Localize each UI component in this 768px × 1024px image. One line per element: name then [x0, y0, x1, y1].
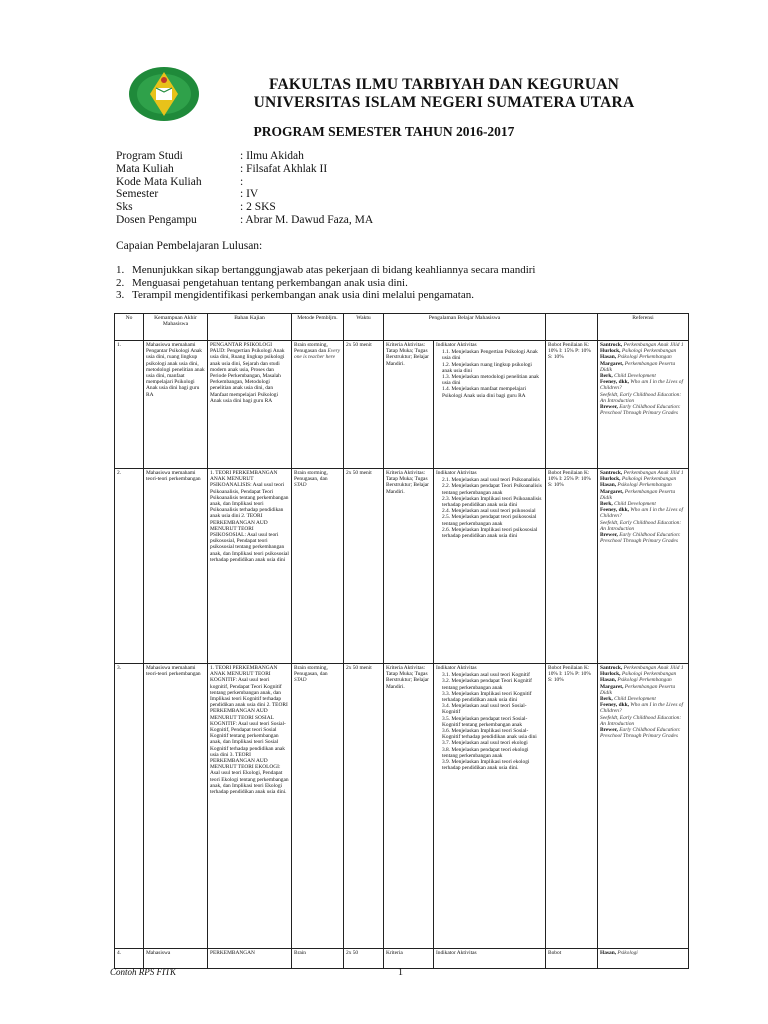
metode-italic: STAD — [294, 482, 307, 489]
referensi-title: Perkembangan Peserta Didik — [600, 488, 676, 501]
referensi-title: Psikologi Perkembangan — [621, 476, 677, 483]
metode-text: Brain storming, Penugasan, dan — [294, 665, 328, 678]
info-row — [116, 176, 373, 189]
indikator-item: 3.4. Menjelaskan asal usul teori Sosial-Kognitif — [442, 703, 527, 716]
indikator-item: 3.1. Menjelaskan asal usul teori Kognitif — [442, 672, 530, 679]
info-value: : IV — [240, 188, 259, 201]
cell-indikator — [434, 949, 546, 969]
referensi-author: Hurlock, — [600, 476, 621, 483]
referensi-title: Early Childhood Education: Preschool Through Primary Grades — [600, 727, 681, 740]
indikator-item: 2.3. Menjelaskan Implikasi teori Psikoanalisis terhadap pendidikan anak usia dini — [442, 495, 542, 509]
referensi-author: Santrock, — [600, 470, 623, 476]
cell-kriteria: Kriteria — [384, 949, 434, 969]
referensi-author: Hasan, — [600, 950, 617, 956]
list-text: Terampil mengidentifikasi perkembangan anak usia dini melalui pengamatan. — [132, 289, 474, 301]
referensi-author: Margaret, — [600, 683, 624, 690]
referensi-title: Psikologi — [617, 950, 638, 956]
referensi-item — [600, 379, 686, 391]
indikator-item: 3.6. Menjelaskan Implikasi teori Sosial-Kognitif terhadap pendidikan anak usia dini — [442, 728, 537, 741]
info-row — [116, 163, 373, 176]
referensi-author: Santrock, — [600, 342, 623, 348]
cell-bahan: 1. TEORI PERKEMBANGAN ANAK MENURUT TEORI KOGNITIF: Asal usul teori kognitif, Pendapat Teori Kognitif tentang perkembangan anak, dan Implikasi teori Kognitif terhadap pendidikan anak usia dini 2. TEORI PERKEMBANGAN AUD MENURUT TEORI SOSIAL KOGNITIF: Asal usul teori Sosial-Kognitif, Pendapat teori Sosial Kognitif tentang perkembangan anak, dan Implikasi teori Sosial Kognitif terhadap pendidikan anak usia dini 3. TEORI PERKEMBANGAN AUD MENURUT TEORI EKOLOGI: Asal usul teori Ekologi, Pendapat teori Ekologi tentang perkembangan anak, dan Implikasi teori Ekologi terhadap pendidikan anak usia dini. — [208, 664, 292, 949]
list-number: 1. — [116, 264, 125, 276]
document-title: PROGRAM SEMESTER TAHUN 2016-2017 — [253, 124, 515, 139]
cell-indikator — [434, 664, 546, 949]
table-row — [115, 469, 689, 664]
cell-bobot: Bobot — [546, 949, 598, 969]
referensi-author: Hasan, — [600, 482, 617, 489]
referensi-title: Psikologi Perkembangan — [617, 482, 672, 489]
header-kemampuan: Kemampuan Akhir Mahasiswa — [144, 314, 208, 341]
referensi-title: Who am I in the Lives of Children? — [600, 507, 683, 520]
header-metode: Metode Pembljrn. — [292, 314, 344, 341]
university-name: UNIVERSITAS ISLAM NEGERI SUMATERA UTARA — [253, 94, 635, 111]
cell-metode — [292, 664, 344, 949]
rps-table — [114, 313, 689, 969]
cell-bahan: PERKEMBANGAN — [208, 949, 292, 969]
table-row — [115, 949, 689, 969]
referensi-author: Margaret, — [600, 488, 624, 495]
indikator-item: 2.5. Menjelaskan pendapat teori psikososial tentang perkembangan anak — [442, 514, 537, 527]
cell-kemampuan: Mahasiswa memahami teori-teori perkembangan — [144, 469, 208, 664]
table-row — [115, 341, 689, 469]
referensi-title: Perkembangan Peserta Didik — [600, 683, 676, 696]
cell-bahan: PENGANTAR PSIKOLOGI PAUD: Pengertian Psikologi Anak usia dini, Ruang lingkup psikologi anak usia dini, Sejarah dan studi modern anak usia, Proses dan Periode Perkembangan, Masalah Perkembangan, Metodologi penelitian anak usia dini, dan Manfaat mempelajari Psikologi Anak usia dini bagi guru RA — [208, 341, 292, 469]
cell-bobot: Bobot Penilaian K: 10% I: 25% P: 10% S: 10% — [546, 469, 598, 664]
info-label: Mata Kuliah — [116, 162, 174, 175]
metode-italic: Every one is teacher here — [294, 348, 341, 361]
referensi-title: Seefeldt, Early Childhood Education: An Introduction — [600, 391, 682, 404]
capaian-label: Capaian Pembelajaran Lulusan: — [116, 240, 263, 252]
header-bobot — [546, 314, 598, 341]
referensi-title: Who am I in the Lives of Children? — [600, 379, 683, 392]
footer-label: Contoh RPS FITK — [110, 967, 177, 977]
cell-no: 2. — [115, 469, 144, 664]
referensi-author: Hasan, — [600, 677, 617, 684]
table-row — [115, 664, 689, 949]
referensi-item — [600, 520, 686, 532]
referensi-title: Psikologi Perkembangan — [617, 354, 672, 361]
indikator-title: Indikator Aktivitas — [436, 950, 477, 956]
referensi-author: Margaret, — [600, 360, 624, 367]
referensi-author: Feeney, dkk, — [600, 379, 629, 386]
cell-metode — [292, 949, 344, 969]
referensi-item — [600, 715, 686, 727]
referensi-title: Perkembangan Peserta Didik — [600, 360, 676, 373]
referensi-title: Psikologi Perkembangan — [621, 671, 677, 678]
referensi-item — [600, 507, 686, 519]
faculty-name: FAKULTAS ILMU TARBIYAH DAN KEGURUAN — [268, 76, 620, 93]
cell-no: 3. — [115, 664, 144, 949]
metode-text: Brain — [294, 950, 306, 956]
referensi-author: Hurlock, — [600, 671, 621, 678]
indikator-item: 1.3. Menjelaskan metodologi penelitian anak usia dini — [442, 374, 540, 387]
cell-kriteria: Kriteria Aktivitas: Tatap Muka; Tugas Berstruktur; Belajar Mandiri. — [384, 341, 434, 469]
course-info — [116, 150, 373, 227]
list-item — [116, 277, 536, 290]
referensi-title: Child Development — [614, 373, 656, 380]
referensi-item — [600, 404, 686, 416]
metode-text: Brain storming, Penugasan, dan — [294, 470, 328, 483]
referensi-title: Child Development — [614, 696, 656, 703]
header-pengalaman: Pengalaman Belajar Mahasiswa — [384, 314, 546, 341]
referensi-author: Berk, — [600, 501, 613, 508]
indikator-item: 2.2. Menjelaskan pendapat Teori Psikoanalisis tentang perkembangan anak — [442, 483, 542, 496]
indikator-item: 3.7. Menjelaskan asal usul teori ekologi — [442, 740, 528, 747]
indikator-title: Indikator Aktivitas — [436, 470, 477, 476]
info-value: : Ilmu Akidah — [240, 150, 304, 162]
cell-bobot: Bobot Penilaian K: 10% I: 15% P: 10% S: 10% — [546, 341, 598, 469]
indikator-title: Indikator Aktivitas — [436, 665, 477, 671]
referensi-author: Berk, — [600, 373, 613, 380]
cell-kemampuan: Mahasiswa memahami Pengantar Psikologi Anak usia dini, ruang lingkup psikologi anak usia dini, metodologi penelitian anak usia dini, manfaat mempelajari Psikologi Anak usia dini bagi guru RA — [144, 341, 208, 469]
list-text: Menunjukkan sikap bertanggungjawab atas pekerjaan di bidang keahliannya secara mandiri — [132, 264, 536, 276]
referensi-item — [600, 392, 686, 404]
metode-italic: STAD — [294, 677, 307, 684]
referensi-item — [600, 361, 686, 373]
info-row — [116, 201, 373, 214]
indikator-item: 1.4. Menjelaskan manfaat mempelajari Psikologi Anak usia dini bagi guru RA — [442, 386, 526, 399]
cell-referensi — [598, 469, 689, 664]
cell-indikator — [434, 469, 546, 664]
list-number: 3. — [116, 289, 125, 301]
referensi-title: Perkembangan Anak Jilid 1 — [623, 665, 684, 671]
indikator-item: 2.4. Menjelaskan asal usul teori psikososial — [442, 508, 536, 515]
indikator-item: 3.3. Menjelaskan Implikasi teori Kognitif terhadap pendidikan anak usia dini — [442, 690, 532, 704]
referensi-item — [600, 532, 686, 544]
info-row — [116, 150, 373, 163]
cell-no: 1. — [115, 341, 144, 469]
header-waktu: Waktu — [344, 314, 384, 341]
referensi-title: Psikologi Perkembangan — [617, 677, 672, 684]
info-label: Sks — [116, 201, 133, 214]
referensi-title: Seefeldt, Early Childhood Education: An Introduction — [600, 714, 682, 727]
referensi-author: Santrock, — [600, 665, 623, 671]
referensi-title: Seefeldt, Early Childhood Education: An Introduction — [600, 519, 682, 532]
info-row — [116, 214, 373, 227]
info-value: : Filsafat Akhlak II — [240, 162, 328, 175]
cell-referensi — [598, 341, 689, 469]
cell-metode — [292, 341, 344, 469]
cell-bobot: Bobot Penilaian K: 10% I: 15% P: 10% S: 10% — [546, 664, 598, 949]
referensi-item — [600, 702, 686, 714]
referensi-author: Brewer, — [600, 532, 618, 539]
table-header — [115, 314, 689, 341]
cell-kemampuan: Mahasiswa — [144, 949, 208, 969]
indikator-item: 3.5. Menjelaskan pendapat teori Sosial-Kognitif tentang perkembangan anak — [442, 715, 528, 728]
info-value: : — [240, 175, 244, 188]
referensi-author: Brewer, — [600, 404, 618, 411]
cell-kemampuan: Mahasiswa memahami teori-teori perkembangan — [144, 664, 208, 949]
cell-waktu: 2x 50 — [344, 949, 384, 969]
referensi-item — [600, 684, 686, 696]
referensi-item — [600, 489, 686, 501]
indikator-item: 3.9. Menjelaskan Implikasi teori ekologi terhadap pendidikan anak usia dini. — [442, 759, 530, 772]
info-label: Semester — [116, 188, 159, 201]
cell-waktu: 2x 50 menit — [344, 469, 384, 664]
cell-waktu: 2x 50 menit — [344, 341, 384, 469]
indikator-item: 1.1. Menjelaskan Pengertian Psikologi Anak usia dini — [442, 349, 538, 362]
info-row — [116, 188, 373, 201]
referensi-title: Early Childhood Education: Preschool Through Primary Grades — [600, 404, 681, 417]
info-value: : Abrar M. Dawud Faza, MA — [240, 213, 374, 226]
header-bahan: Bahan Kajian — [208, 314, 292, 341]
list-number: 2. — [116, 276, 125, 289]
cell-waktu: 2x 50 menit — [344, 664, 384, 949]
page-number: 1 — [398, 967, 403, 978]
referensi-author: Brewer, — [600, 727, 618, 734]
referensi-item — [600, 727, 686, 739]
cell-referensi — [598, 664, 689, 949]
referensi-title: Perkembangan Anak Jilid 1 — [623, 470, 684, 476]
referensi-title: Early Childhood Education: Preschool Through Primary Grades — [600, 532, 681, 545]
metode-text: Brain storming, Penugasan dan — [294, 342, 328, 355]
referensi-author: Feeney, dkk, — [600, 702, 629, 709]
cell-kriteria: Kriteria Aktivitas: Tatap Muka; Tugas Berstruktur; Belajar Mandiri. — [384, 664, 434, 949]
cell-indikator — [434, 341, 546, 469]
indikator-item: 3.2. Menjelaskan pendapat Teori Kognitif tentang perkembangan anak — [442, 678, 532, 691]
header-no: No — [115, 314, 144, 341]
cell-bahan: 1. TEORI PERKEMBANGAN ANAK MENURUT PSIKOANALISIS: Asal usul teori Psikoanalisis, Pendapat Teori Psikoanalisis tentang perkembangan anak, dan Implikasi teori Psikoanalisis terhadap pendidikan anak usia dini 2. TEORI PERKEMBANGAN AUD MENURUT TEORI PSIKOSOSIAL: Asal usul teori psikososial, Pendapat teori psikososial tentang perkembangan anak, dan Implikasi teori psikososial terhadap pendidikan anak usia dini — [208, 469, 292, 664]
list-item — [116, 289, 536, 302]
cell-referensi — [598, 949, 689, 969]
referensi-author: Berk, — [600, 696, 613, 703]
header-referensi: Referensi — [598, 314, 689, 341]
referensi-author: Hurlock, — [600, 348, 621, 355]
list-text: Menguasai pengetahuan tentang perkembangan anak usia dini. — [132, 276, 408, 289]
indikator-item: 2.6. Menjelaskan Implikasi teori psikososial terhadap pendidikan anak usia dini — [442, 526, 538, 540]
info-label: Kode Mata Kuliah — [116, 175, 202, 188]
referensi-title: Who am I in the Lives of Children? — [600, 702, 683, 715]
referensi-author: Hasan, — [600, 354, 617, 361]
referensi-title: Child Development — [614, 501, 656, 508]
referensi-item — [600, 950, 686, 956]
referensi-title: Perkembangan Anak Jilid 1 — [623, 342, 684, 348]
referensi-title: Psikologi Perkembangan — [621, 348, 677, 355]
indikator-item: 1.2. Menjelaskan ruang lingkup psikologi anak usia dini — [442, 361, 532, 374]
indikator-item: 2.1. Menjelaskan asal usul teori Psikoanalisis — [442, 477, 540, 484]
list-item — [116, 264, 536, 277]
cell-no: 4. — [115, 949, 144, 969]
referensi-author: Feeney, dkk, — [600, 507, 629, 514]
info-label: Dosen Pengampu — [116, 213, 197, 226]
cell-metode — [292, 469, 344, 664]
capaian-list — [116, 264, 536, 302]
cell-kriteria: Kriteria Aktivitas: Tatap Muka; Tugas Berstruktur; Belajar Mandiri. — [384, 469, 434, 664]
indikator-item: 3.8. Menjelaskan pendapat teori ekologi tentang perkembangan anak — [442, 746, 529, 759]
info-value: : 2 SKS — [240, 201, 276, 214]
indikator-title: Indikator Aktivitas — [436, 342, 477, 348]
info-label: Program Studi — [116, 150, 183, 162]
